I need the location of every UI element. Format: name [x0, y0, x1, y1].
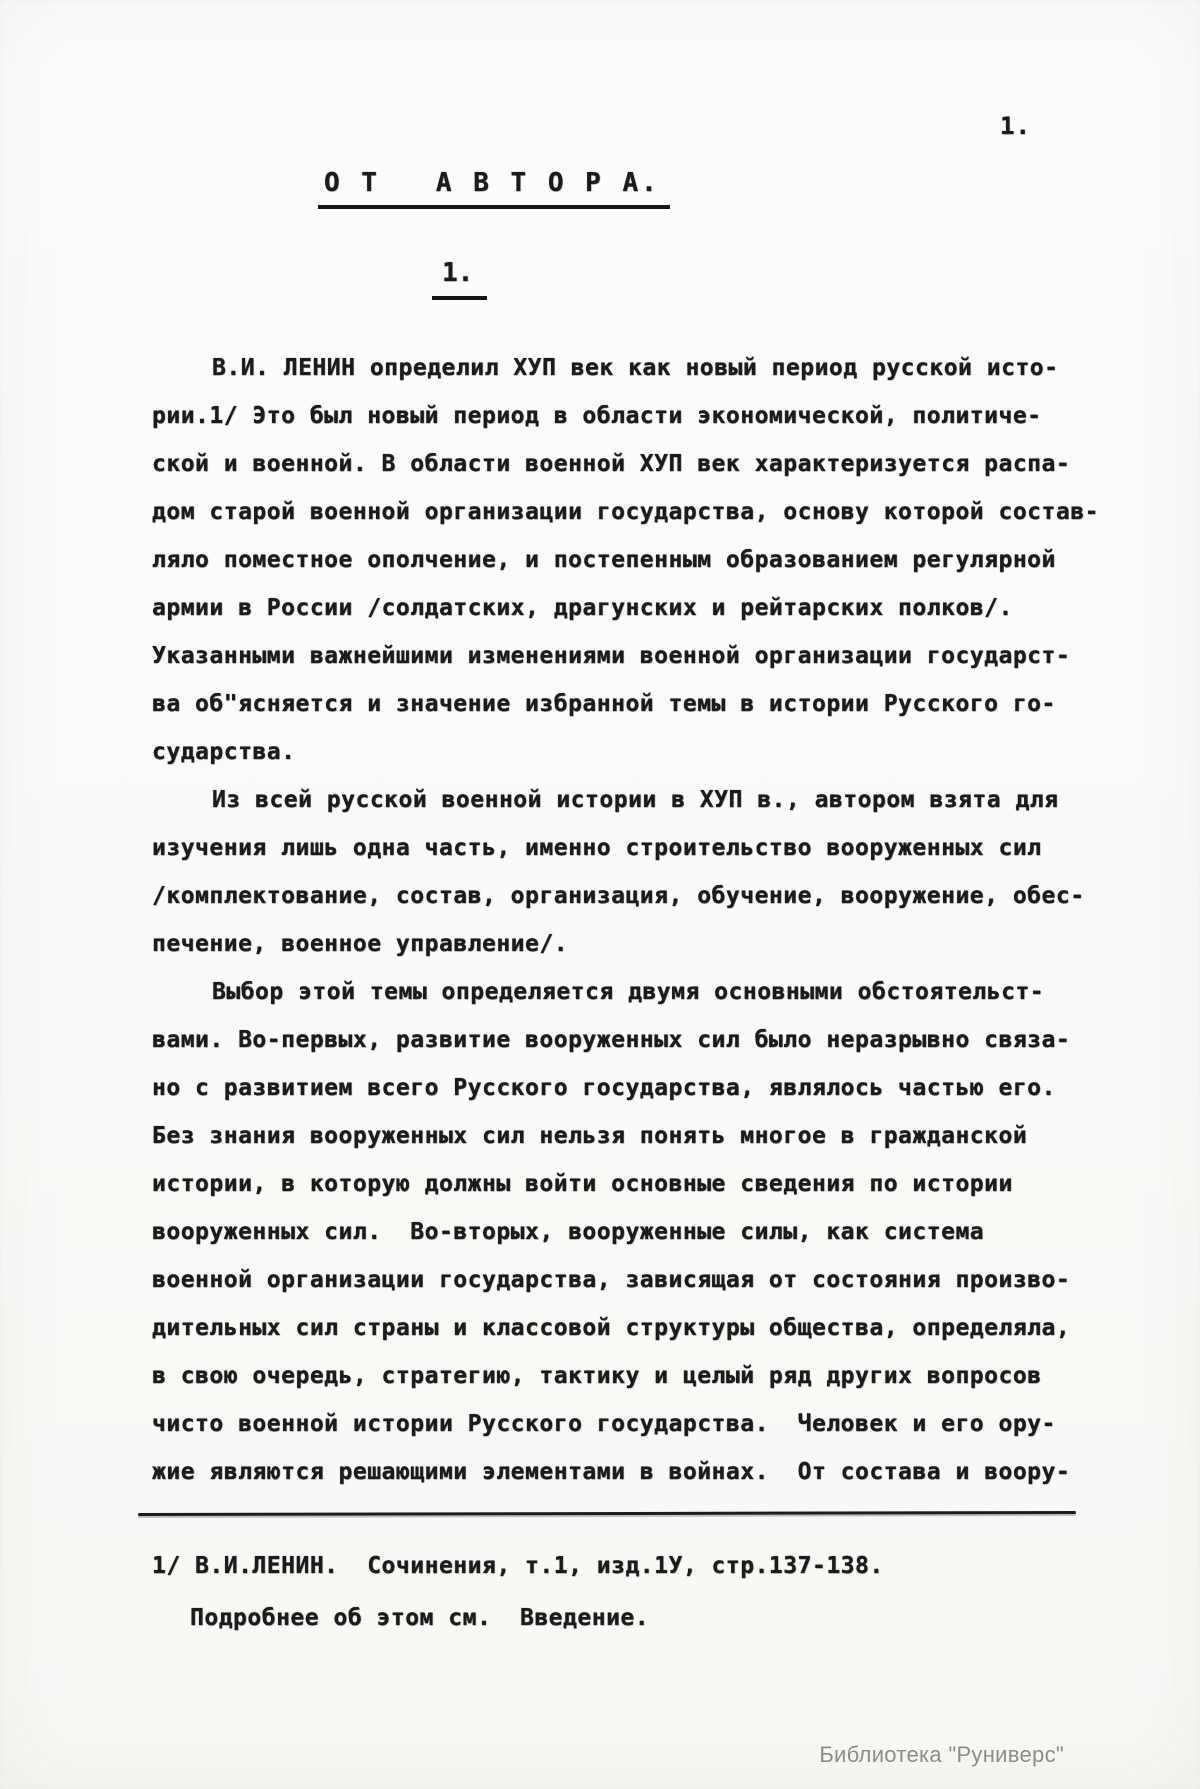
text-line: Выбор этой темы определяется двумя основными обстоятельст-	[212, 979, 1045, 1005]
document-title: О Т А В Т О Р А.	[318, 168, 670, 209]
text-line: В.И. ЛЕНИН определил ХУП век как новый период русской исто-	[212, 355, 1059, 381]
paragraph	[152, 344, 1112, 776]
section-block	[432, 258, 487, 300]
text-line: Указанными важнейшими изменениями военной организации государст-	[152, 643, 1071, 669]
footnote-divider	[138, 1511, 1076, 1516]
text-line: ва об"ясняется и значение избранной темы в истории Русского го-	[152, 691, 1056, 717]
section-number: 1.	[432, 258, 487, 300]
body-text	[152, 344, 1112, 1496]
text-line: истории, в которую должны войти основные сведения по истории	[152, 1171, 1013, 1197]
text-line: ляло поместное ополчение, и постепенным образованием регулярной	[152, 547, 1056, 573]
text-line: ской и военной. В области военной ХУП век характеризуется распа-	[152, 451, 1071, 477]
text-line: /комплектование, состав, организация, обучение, вооружение, обес-	[152, 883, 1085, 909]
paragraph	[152, 776, 1112, 968]
text-line: Без знания вооруженных сил нельзя понять многое в гражданской	[152, 1123, 1028, 1149]
text-line: чисто военной истории Русского государства. Человек и его ору-	[152, 1411, 1056, 1437]
footnote-line: Подробнее об этом см. Введение.	[190, 1605, 650, 1631]
library-watermark: Библиотека "Руниверс"	[819, 1742, 1064, 1767]
text-line: армии в России /солдатских, драгунских и рейтарских полков/.	[152, 595, 1013, 621]
text-line: но с развитием всего Русского государства, являлось частью его.	[152, 1075, 1056, 1101]
text-line: военной организации государства, зависящая от состояния произво-	[152, 1267, 1071, 1293]
text-line: в свою очередь, стратегию, тактику и целый ряд других вопросов	[152, 1363, 1042, 1389]
title-block	[318, 168, 670, 209]
footnote-line: 1/ В.И.ЛЕНИН. Сочинения, т.1, изд.1У, стр.137-138.	[152, 1553, 884, 1579]
text-line: вооруженных сил. Во-вторых, вооруженные силы, как система	[152, 1219, 985, 1245]
footnote	[152, 1540, 1112, 1644]
text-line: сударства.	[152, 739, 296, 765]
text-line: рии.1/ Это был новый период в области экономической, политиче-	[152, 403, 1042, 429]
text-line: вами. Во-первых, развитие вооруженных сил было неразрывно связа-	[152, 1027, 1071, 1053]
text-line: Из всей русской военной истории в ХУП в., автором взята для	[212, 787, 1059, 813]
text-line: печение, военное управление/.	[152, 931, 569, 957]
paragraph	[152, 968, 1112, 1496]
text-line: изучения лишь одна часть, именно строительство вооруженных сил	[152, 835, 1042, 861]
text-line: дом старой военной организации государства, основу которой состав-	[152, 499, 1099, 525]
page-number: 1.	[1000, 112, 1031, 140]
text-line: жие являются решающими элементами в войнах. От состава и воору-	[152, 1459, 1071, 1485]
text-line: дительных сил страны и классовой структуры общества, определяла,	[152, 1315, 1071, 1341]
